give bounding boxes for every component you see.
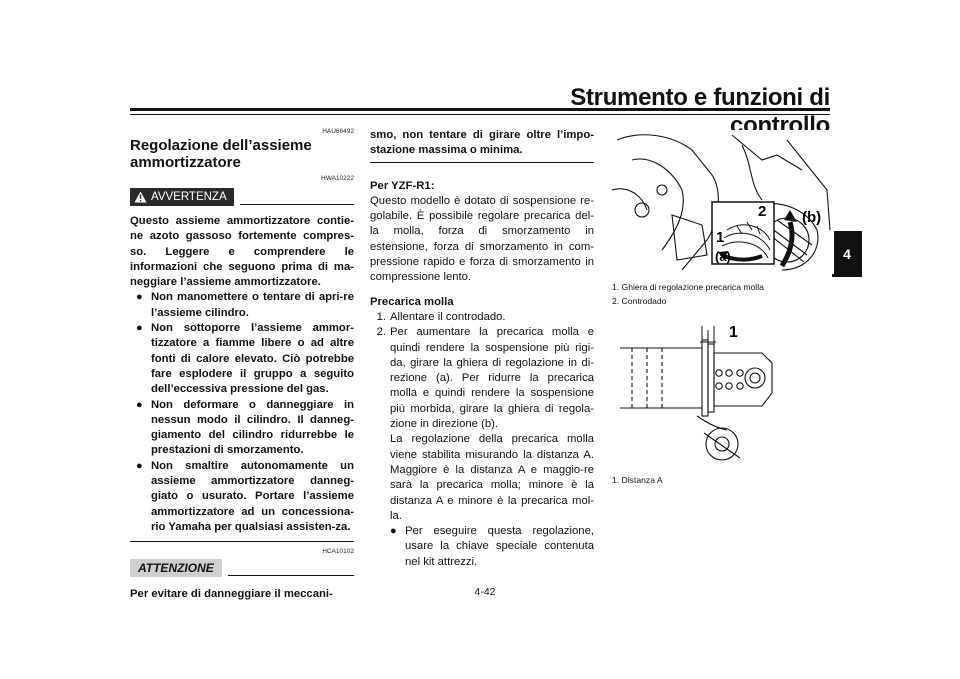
- column-1: [130, 128, 354, 603]
- shock-absorber-illustration: [612, 130, 834, 274]
- caution-end-rule: [370, 162, 594, 163]
- fig2-label-1: 1: [729, 324, 738, 341]
- fig2-caption: 1. Distanza A: [612, 475, 663, 485]
- section-title-line-2: ammortizzatore: [130, 154, 241, 171]
- fig1-label-2: 2: [758, 203, 767, 220]
- warning-header: [130, 188, 354, 206]
- warning-item: ● Non manomettere o tentare di apri-re l’assieme cilindro.: [136, 290, 354, 321]
- caution-header: [130, 559, 354, 577]
- step-list: [372, 310, 594, 570]
- caution-badge: ATTENZIONE: [130, 559, 222, 577]
- bullet-icon: ●: [390, 525, 397, 538]
- step-item: 2. Per aumentare la precarica molla e quindi rendere la sospensione più rigi-da, girare la ghiera di regolazione in di-rezione (a). Per ridurre la precarica molla e quindi rendere la sospensione più morbida, girare la ghiera di regola-zione in direzione (b).: [376, 326, 594, 431]
- column-2: [370, 128, 594, 570]
- caution-text-start: Per evitare di danneggiare il meccani-: [130, 588, 333, 601]
- page-number: 4-42: [474, 586, 496, 598]
- warning-item: ● Non smaltire autonomamente un assieme ammortizzatore danneg-giato o usurato. Portare l’assieme ammortizzatore ad un concessiona-rio Yamaha per qualsiasi assisten-za.: [136, 459, 354, 535]
- caution-rule: [228, 575, 354, 576]
- section-title-line-1: Regolazione dell’assieme: [130, 137, 312, 154]
- model-heading: Per YZF-R1:: [370, 179, 435, 192]
- bullet-icon: ●: [136, 322, 143, 335]
- bullet-icon: ●: [136, 291, 143, 304]
- fig1-caption: 1. Ghiera di regolazione precarica molla: [612, 282, 764, 292]
- header-rule-thin: [130, 114, 830, 115]
- warning-triangle-icon: [134, 191, 147, 203]
- warning-list: [130, 290, 354, 535]
- tool-note: ● Per eseguire questa regolazione, usare la chiave speciale contenuta nel kit attrezzi.: [390, 524, 594, 570]
- warning-end-rule: [130, 541, 354, 542]
- header-rule: [130, 108, 830, 111]
- warning-intro: Questo assieme ammortizzatore contie-ne azoto gassoso fortemente compres-so. Leggere e comprendere le informazioni che seguono prima di ma-neggiare l’assieme ammortizzatore.: [130, 215, 354, 289]
- warning-label: AVVERTENZA: [151, 191, 227, 203]
- fig1-caption: 2. Controdado: [612, 296, 667, 306]
- fig1-label-a: (a): [715, 249, 731, 264]
- bullet-icon: ●: [136, 398, 143, 411]
- section-title: [130, 137, 354, 171]
- page-header-title: Strumento e funzioni di controllo: [570, 84, 830, 139]
- doc-code: HWA10222: [321, 175, 354, 182]
- warning-rule: [240, 204, 354, 205]
- step-extra: La regolazione della precarica molla viene stabilita misurando la distanza A. Maggiore è la distanza A e maggio-re sarà la precarica molla; minore è la distanza A e minore è la precarica mol-la.: [390, 433, 594, 522]
- doc-code: HCA10102: [322, 548, 354, 556]
- step-item: 1. Allentare il controdado.: [376, 310, 506, 323]
- figure-distance-a: [612, 318, 834, 471]
- chapter-tab: 4: [832, 231, 862, 277]
- warning-item: ● Non sottoporre l’assieme ammor-tizzatore a fiamme libere o ad altre fonti di calore elevato. Ciò potrebbe fare esplodere il gruppo a seguito dell’eccessiva pressione del gas.: [136, 321, 354, 397]
- fig1-label-1: 1: [716, 229, 725, 246]
- subheading: Precarica molla: [370, 295, 454, 308]
- caution-text-end: smo, non tentare di girare oltre l’impo-stazione massima o minima.: [370, 129, 594, 157]
- doc-code: HAU66492: [322, 128, 354, 135]
- fig2-captions: [612, 473, 838, 487]
- warning-item: ● Non deformare o danneggiare in nessun modo il cilindro. Il danneg-giamento del cilindro ridurrebbe le prestazioni di smorzamento.: [136, 398, 354, 459]
- shock-distance-illustration: [612, 318, 834, 466]
- fig1-captions: [612, 280, 838, 308]
- model-text: Questo modello è dotato di sospensione re-golabile. È possibile regolare precarica del-la molla, forza di smorzamento in estensione, forza di smorzamento in com-pressione rapido e forza di smorzamento in compressione lento.: [370, 194, 594, 284]
- figure-spring-preload: [612, 130, 834, 279]
- warning-badge: [130, 188, 234, 206]
- bullet-icon: ●: [136, 459, 143, 472]
- fig1-label-b: (b): [802, 209, 822, 226]
